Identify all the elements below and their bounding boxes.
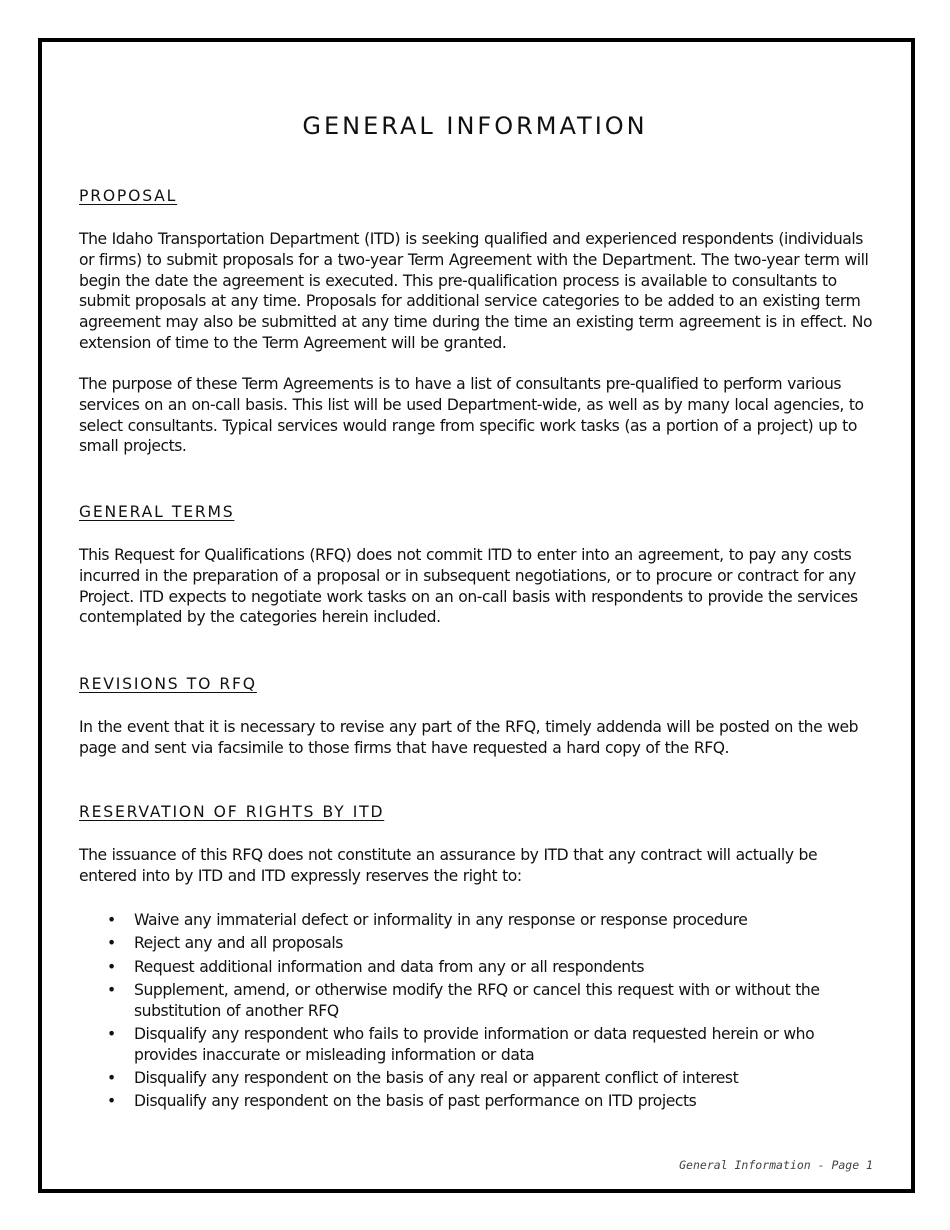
bullet-icon: • (107, 934, 116, 953)
page-title: GENERAL INFORMATION (302, 112, 648, 140)
list-item-text: Reject any and all proposals (134, 934, 343, 953)
general-terms-paragraph: This Request for Qualifications (RFQ) does not commit ITD to enter into an agreement, to pay any costs incurred in the preparation of a proposal or in subsequent negotiations, or to procure or contract for any Project. ITD expects to negotiate work tasks on an on-call basis with respondents to provide the services contemplated by the categories herein included. (79, 546, 858, 627)
list-item (107, 1068, 879, 1089)
section-heading-reservation: RESERVATION OF RIGHTS BY ITD (79, 803, 385, 821)
section-heading-revisions: REVISIONS TO RFQ (79, 675, 257, 693)
proposal-paragraph-2: The purpose of these Term Agreements is to have a list of consultants pre-qualified to perform various services on an on-call basis. This list will be used Department-wide, as well as by many local agencies, to select consultants. Typical services would range from specific work tasks (as a portion of a project) up to small projects. (79, 375, 864, 456)
rights-list (107, 910, 879, 1115)
list-item-text: Disqualify any respondent who fails to provide information or data requested herein or who provides inaccurate or misleading information or data (134, 1024, 815, 1064)
section-heading-proposal: PROPOSAL (79, 187, 178, 205)
proposal-paragraph-1: The Idaho Transportation Department (ITD) is seeking qualified and experienced respondents (individuals or firms) to submit proposals for a two-year Term Agreement with the Department. The two-year term will begin the date the agreement is executed. This pre-qualification process is available to consultants to submit proposals at any time. Proposals for additional service categories to be added to an existing term agreement may also be submitted at any time during the time an existing term agreement is in effect. No extension of time to the Term Agreement will be granted. (79, 230, 873, 352)
reservation-paragraph: The issuance of this RFQ does not constitute an assurance by ITD that any contract will actually be entered into by ITD and ITD expressly reserves the right to: (79, 846, 818, 885)
bullet-icon: • (107, 911, 116, 929)
list-item-text: Waive any immaterial defect or informality in any response or response procedure (134, 911, 748, 929)
bullet-icon: • (107, 1024, 116, 1043)
list-item (107, 910, 879, 931)
section-heading-general-terms: GENERAL TERMS (79, 503, 235, 521)
list-item (107, 1024, 879, 1066)
list-item-text: Supplement, amend, or otherwise modify the RFQ or cancel this request with or without the substitution of another RFQ (134, 980, 820, 1020)
bullet-icon: • (107, 980, 116, 999)
list-item (107, 980, 879, 1022)
list-item-text: Disqualify any respondent on the basis of past performance on ITD projects (134, 1092, 697, 1111)
bullet-icon: • (107, 957, 116, 976)
list-item-text: Request additional information and data from any or all respondents (134, 957, 645, 976)
page-footer: General Information - Page 1 (679, 1158, 873, 1172)
list-item (107, 1091, 879, 1112)
list-item (107, 933, 879, 954)
list-item (107, 957, 879, 978)
list-item-text: Disqualify any respondent on the basis of any real or apparent conflict of interest (134, 1069, 739, 1088)
bullet-icon: • (107, 1092, 116, 1111)
revisions-paragraph: In the event that it is necessary to revise any part of the RFQ, timely addenda will be posted on the web page and sent via facsimile to those firms that have requested a hard copy of the RFQ. (79, 718, 859, 757)
bullet-icon: • (107, 1069, 116, 1088)
